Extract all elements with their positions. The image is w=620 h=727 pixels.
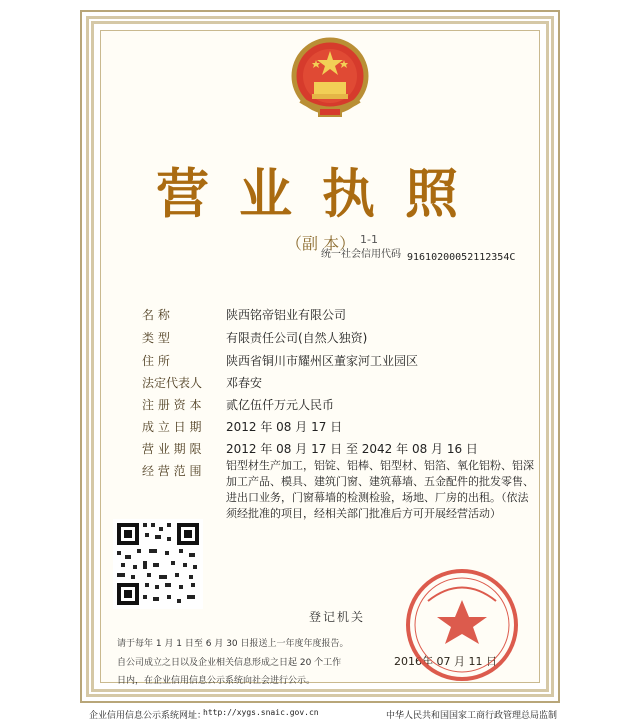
business-term-label: 营 业 期 限: [142, 442, 202, 456]
official-seal-icon: [403, 566, 521, 684]
establishment-date: 2012 年 08 月 17 日: [226, 420, 343, 434]
credit-code: 91610200052112354C: [407, 252, 516, 263]
business-term: 2012 年 08 月 17 日 至 2042 年 08 月 16 日: [226, 442, 478, 456]
name-label: 名 称: [142, 308, 170, 322]
establishment-date-label: 成 立 日 期: [142, 420, 202, 434]
footer-website-url[interactable]: http://xygs.snaic.gov.cn: [203, 708, 319, 717]
address-label: 住 所: [142, 354, 170, 368]
footer-website-label: 企业信用信息公示系统网址：: [89, 711, 207, 721]
business-scope: 铝型材生产加工，铝锭、铝棒、铝型材、铝箔、氧化铝粉、铝深加工产品、模具、建筑门窗、建筑幕墙、五金配件的批发零售、进出口业务，门窗幕墙的检测检验，场地、厂房的出租。（依法须经批准的项目，经相关部门批准后方可开展经营活动）: [226, 459, 534, 520]
license-title: 营业执照: [156, 163, 488, 225]
business-scope-label: 经 营 范 围: [142, 464, 202, 478]
national-emblem-icon: [289, 36, 371, 122]
registration-date: 2016年 07 月 11 日: [394, 655, 497, 668]
type-label: 类 型: [142, 331, 170, 345]
copy-label: （副 本）: [286, 234, 356, 253]
supervisor-text: 中华人民共和国国家工商行政管理总局监制: [386, 711, 558, 721]
company-name: 陕西铭帝铝业有限公司: [226, 308, 347, 322]
company-address: 陕西省铜川市耀州区董家河工业园区: [226, 354, 419, 368]
registered-capital: 贰亿伍仟万元人民币: [226, 398, 335, 412]
public-disclosure-note: 自公司成立之日以及企业相关信息形成之日起 20 个工作日内，在企业信用信息公示系统向社会进行公示。: [117, 658, 342, 686]
legal-representative-label: 法定代表人: [142, 376, 203, 390]
legal-representative: 邓春安: [226, 376, 263, 390]
company-type: 有限责任公司(自然人独资): [226, 331, 368, 345]
qr-code-icon[interactable]: [113, 519, 203, 609]
credit-code-label: 统一社会信用代码: [321, 249, 401, 260]
registered-capital-label: 注 册 资 本: [142, 398, 202, 412]
registration-authority-label: 登记机关: [309, 610, 366, 624]
copy-number: 1-1: [360, 233, 378, 246]
annual-report-note: 请于每年 1 月 1 日至 6 月 30 日报送上一年度年度报告。: [117, 639, 349, 649]
